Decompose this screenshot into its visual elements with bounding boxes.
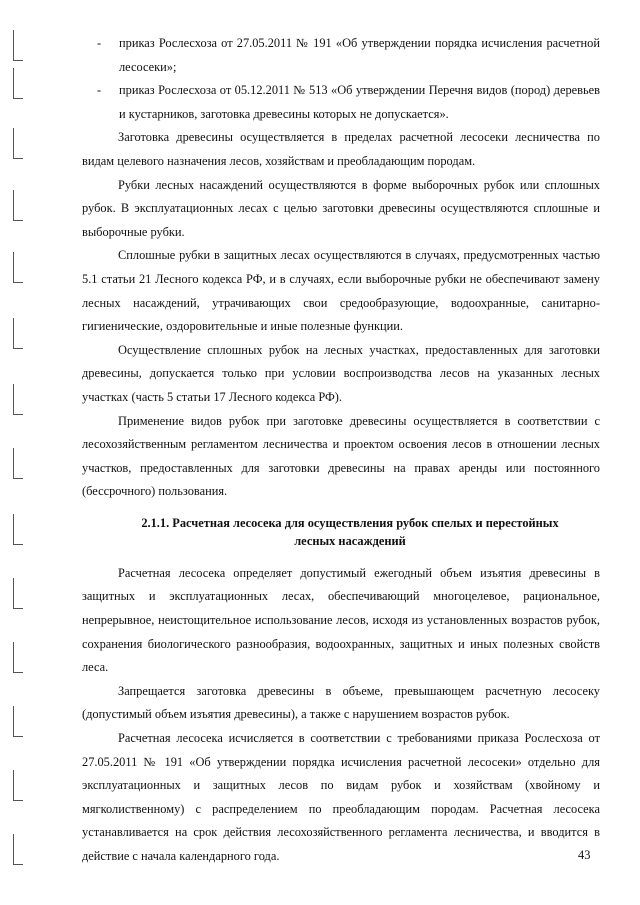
binding-mark: [13, 642, 23, 673]
list-item-text: приказ Рослесхоза от 05.12.2011 № 513 «Об утверждении Перечня видов (пород) деревьев и кустарников, заготовка древесины которых не допускается».: [119, 83, 600, 121]
binding-mark: [13, 384, 23, 415]
binding-mark: [13, 68, 23, 99]
section-heading: [82, 514, 600, 550]
binding-margin: [0, 0, 30, 905]
section-heading-line: лесных насаждений: [294, 533, 406, 548]
paragraph: Расчетная лесосека исчисляется в соответствии с требованиями приказа Рослесхоза от 27.05.2011 № 191 «Об утверждении порядка исчисления расчетной лесосеки» отдельно для эксплуатационных и защитных лесов по видам рубок и хозяйствам (хвойному и мягколиственному) с распределением по преобладающим породам. Расчетная лесосека устанавливается на срок действия лесохозяйственного регламента лесничества, и вводится в действие с начала календарного года.: [82, 731, 600, 863]
binding-mark: [13, 706, 23, 737]
paragraph: Рубки лесных насаждений осуществляются в форме выборочных рубок или сплошных рубок. В эксплуатационных лесах с целью заготовки древесины осуществляются сплошные и выборочные рубки.: [82, 177, 600, 239]
binding-mark: [13, 30, 23, 61]
paragraph: Сплошные рубки в защитных лесах осуществляются в случаях, предусмотренных частью 5.1 статьи 21 Лесного кодекса РФ, и в случаях, если выборочные рубки не обеспечивают замену лесных насаждений, утрачивающих свои средообразующие, водоохранные, санитарно-гигиенические, оздоровительные и иные полезные функции.: [82, 248, 600, 334]
paragraph: Заготовка древесины осуществляется в пределах расчетной лесосеки лесничества по видам целевого назначения лесов, хозяйствам и преобладающим породам.: [82, 130, 600, 168]
binding-mark: [13, 834, 23, 865]
binding-mark: [13, 770, 23, 801]
binding-mark: [13, 190, 23, 221]
binding-mark: [13, 578, 23, 609]
paragraph: Запрещается заготовка древесины в объеме, превышающем расчетную лесосеку (допустимый объем изъятия древесины), а также с нарушением возрастов рубок.: [82, 683, 600, 722]
list-dash: -: [97, 36, 102, 50]
paragraph: Применение видов рубок при заготовке древесины осуществляется в соответствии с лесохозяйственным регламентом лесничества и проектом освоения лесов в отношении лесных участков, предоставленных для заготовки древесины на правах аренды или постоянного (бессрочного) пользования.: [82, 413, 600, 499]
binding-mark: [13, 252, 23, 283]
list-item: [82, 79, 600, 126]
binding-mark: [13, 448, 23, 479]
section-heading-line: 2.1.1. Расчетная лесосека для осуществления рубок спелых и перестойных: [141, 515, 559, 530]
binding-mark: [13, 128, 23, 159]
page-number: 43: [578, 848, 591, 862]
document-page: [82, 32, 600, 869]
list-item-text: приказ Рослесхоза от 27.05.2011 № 191 «Об утверждении порядка исчисления расчетной лесосеки»;: [119, 36, 600, 74]
paragraph: Расчетная лесосека определяет допустимый ежегодный объем изъятия древесины в защитных и эксплуатационных лесах, обеспечивающий многоцелевое, рациональное, непрерывное, неистощительное использование лесов, исходя из установленных возрастов рубок, сохранения биологического разнообразия, водоохранных, защитных и иных полезных свойств леса.: [82, 565, 600, 675]
list-dash: -: [97, 83, 102, 98]
list-item: [82, 32, 600, 79]
binding-mark: [13, 318, 23, 349]
binding-mark: [13, 514, 23, 545]
paragraph: Осуществление сплошных рубок на лесных участках, предоставленных для заготовки древесины, допускается только при условии воспроизводства лесов на указанных лесных участках (часть 5 статьи 17 Лесного кодекса РФ).: [82, 342, 600, 404]
